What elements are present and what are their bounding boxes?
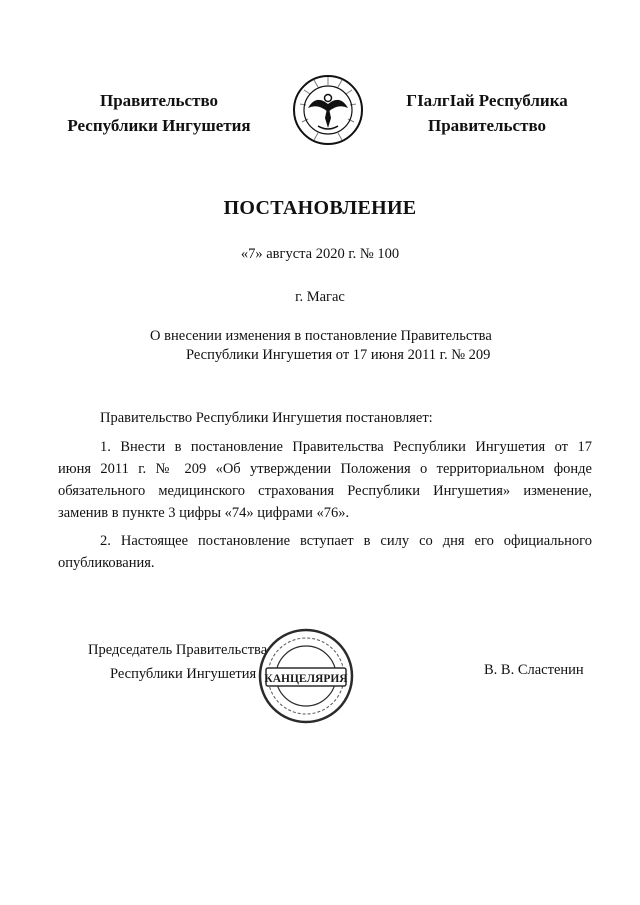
document-subject — [150, 327, 550, 365]
paragraph-1-line: 1. Внести в постановление Правительства Республики Ингушетия от 17 — [100, 439, 592, 455]
signatory-name: В. В. Сластенин — [484, 662, 584, 678]
header-left-line1: Правительство — [99, 91, 219, 110]
document-city: г. Магас — [295, 289, 345, 305]
subject-line2: Республики Ингушетия от 17 июня 2011 г. № 209 — [186, 347, 491, 363]
document-date-number: «7» августа 2020 г. № 100 — [240, 246, 400, 262]
signatory-position-line1: Председатель Правительства — [88, 642, 268, 658]
preamble: Правительство Республики Ингушетия постановляет: — [100, 410, 433, 426]
header-right-government-name — [382, 88, 592, 138]
paragraph-1-line: обязательного медицинского страхования Республики Ингушетия» изменение, — [58, 483, 592, 499]
paragraph-2-line: 2. Настоящее постановление вступает в силу со дня его официального — [100, 533, 592, 549]
header-left-line2: Республики Ингушетия — [67, 116, 251, 135]
paragraph-2 — [58, 530, 592, 574]
subject-line1: О внесении изменения в постановление Правительства — [150, 328, 492, 344]
document-title: ПОСТАНОВЛЕНИЕ — [223, 197, 417, 219]
paragraph-1-line: заменив в пункте 3 цифры «74» цифрами «76». — [58, 505, 350, 521]
header-right-line1: ГIалгIай Республика — [406, 91, 568, 110]
coat-of-arms-icon — [292, 74, 364, 146]
paragraph-2-line: опубликования. — [58, 555, 155, 571]
signatory-position-line2: Республики Ингушетия — [110, 666, 257, 682]
header-left-government-name — [44, 88, 274, 138]
signatory-position — [88, 638, 267, 686]
paragraph-1-line: июня 2011 г. № 209 «Об утверждении Положения о территориальном фонде — [58, 461, 592, 477]
header-right-line2: Правительство — [427, 116, 547, 135]
stamp-center-label: КАНЦЕЛЯРИЯ — [264, 673, 348, 685]
round-seal-icon — [256, 626, 356, 726]
paragraph-1 — [58, 436, 592, 524]
